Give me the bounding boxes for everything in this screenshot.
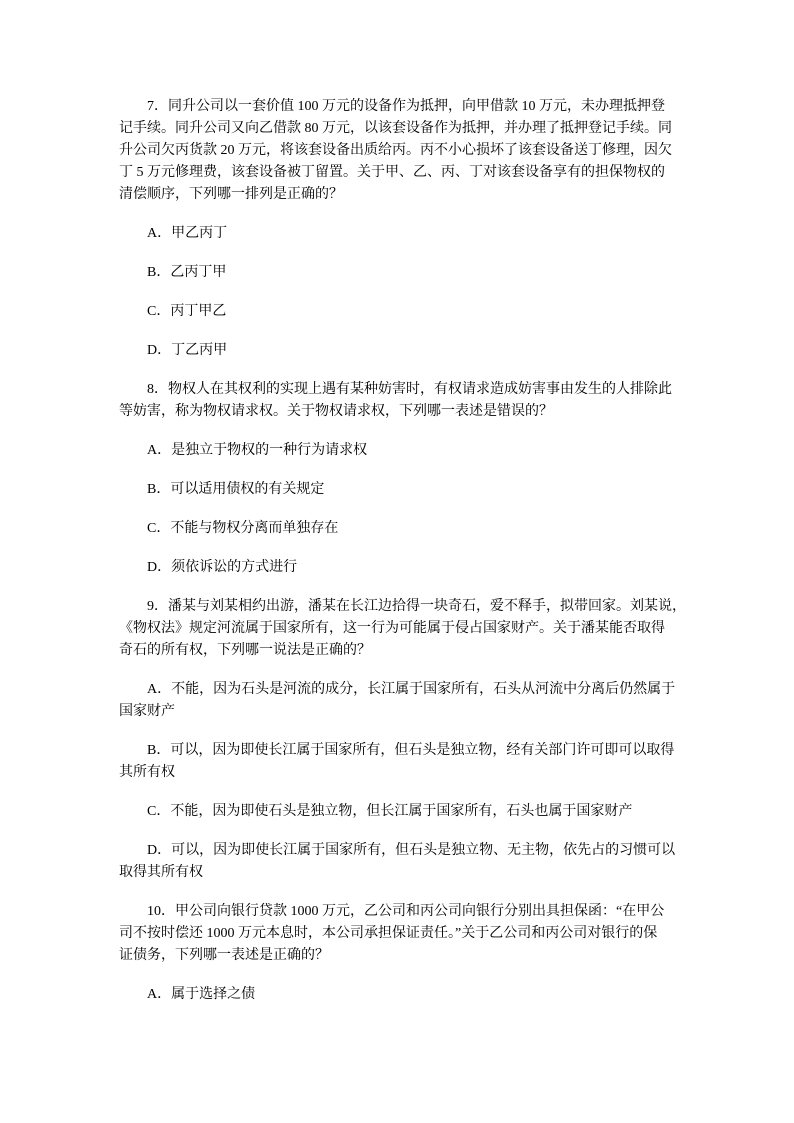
- text-line: C．不能，因为即使石头是独立物，但长江属于国家所有，石头也属于国家财产: [147, 804, 633, 819]
- question-stem: [119, 901, 679, 967]
- text-line: 10．甲公司向银行贷款 1000 万元，乙公司和丙公司向银行分别出具担保函：“在甲公: [147, 904, 665, 919]
- answer-option: [119, 840, 679, 884]
- answer-option: [119, 679, 679, 723]
- document-body: [119, 96, 686, 1023]
- answer-option: [119, 301, 679, 323]
- text-line: 取得其所有权: [119, 865, 203, 880]
- text-line: B．可以，因为即使长江属于国家所有，但石头是独立物，经有关部门许可即可以取得: [147, 743, 675, 758]
- text-line: 9．潘某与刘某相约出游，潘某在长江边拾得一块奇石，爱不释手，拟带回家。刘某说，: [147, 599, 686, 614]
- answer-option: [119, 801, 679, 823]
- answer-option: [119, 984, 679, 1006]
- answer-option: [119, 262, 679, 284]
- text-line: A．是独立于物权的一种行为请求权: [147, 443, 368, 458]
- text-line: 清偿顺序，下列哪一排列是正确的？: [119, 187, 343, 202]
- text-line: D．丁乙丙甲: [147, 343, 228, 358]
- answer-option: [119, 518, 679, 540]
- answer-option: [119, 557, 679, 579]
- text-line: B．可以适用债权的有关规定: [147, 482, 325, 497]
- text-line: C．不能与物权分离而单独存在: [147, 521, 339, 536]
- text-line: B．乙丙丁甲: [147, 265, 227, 280]
- text-line: 司不按时偿还 1000 万元本息时，本公司承担保证责任。”关于乙公司和丙公司对银行的保: [119, 926, 658, 941]
- text-line: 国家财产: [119, 704, 175, 719]
- text-line: A．甲乙丙丁: [147, 226, 228, 241]
- text-line: 等妨害，称为物权请求权。关于物权请求权，下列哪一表述是错误的？: [119, 404, 553, 419]
- answer-option: [119, 223, 679, 245]
- text-line: D．可以，因为即使长江属于国家所有，但石头是独立物、无主物，依先占的习惯可以: [147, 843, 676, 858]
- answer-option: [119, 340, 679, 362]
- text-line: C．丙丁甲乙: [147, 304, 227, 319]
- text-line: 证债务，下列哪一表述是正确的？: [119, 948, 329, 963]
- text-line: 8．物权人在其权利的实现上遇有某种妨害时，有权请求造成妨害事由发生的人排除此: [147, 382, 672, 397]
- text-line: A．不能，因为石头是河流的成分，长江属于国家所有，石头从河流中分离后仍然属于: [147, 682, 676, 697]
- text-line: 奇石的所有权，下列哪一说法是正确的？: [119, 643, 371, 658]
- answer-option: [119, 479, 679, 501]
- text-line: 升公司欠丙货款 20 万元，将该套设备出质给丙。丙不小心损坏了该套设备送丁修理，因欠: [119, 143, 672, 158]
- text-line: 记手续。同升公司又向乙借款 80 万元，以该套设备作为抵押，并办理了抵押登记手续。同: [119, 121, 672, 136]
- text-line: 丁 5 万元修理费，该套设备被丁留置。关于甲、乙、丙、丁对该套设备享有的担保物权的: [119, 165, 665, 180]
- answer-option: [119, 740, 679, 784]
- text-line: 《物权法》规定河流属于国家所有，这一行为可能属于侵占国家财产。关于潘某能否取得: [119, 621, 665, 636]
- text-line: D．须依诉讼的方式进行: [147, 560, 298, 575]
- answer-option: [119, 440, 679, 462]
- question-stem: [119, 379, 679, 423]
- question-stem: [119, 96, 679, 206]
- text-line: 7．同升公司以一套价值 100 万元的设备作为抵押，向甲借款 10 万元，未办理抵押登: [147, 99, 665, 114]
- question-stem: [119, 596, 686, 662]
- text-line: 其所有权: [119, 765, 175, 780]
- text-line: A．属于选择之债: [147, 987, 256, 1002]
